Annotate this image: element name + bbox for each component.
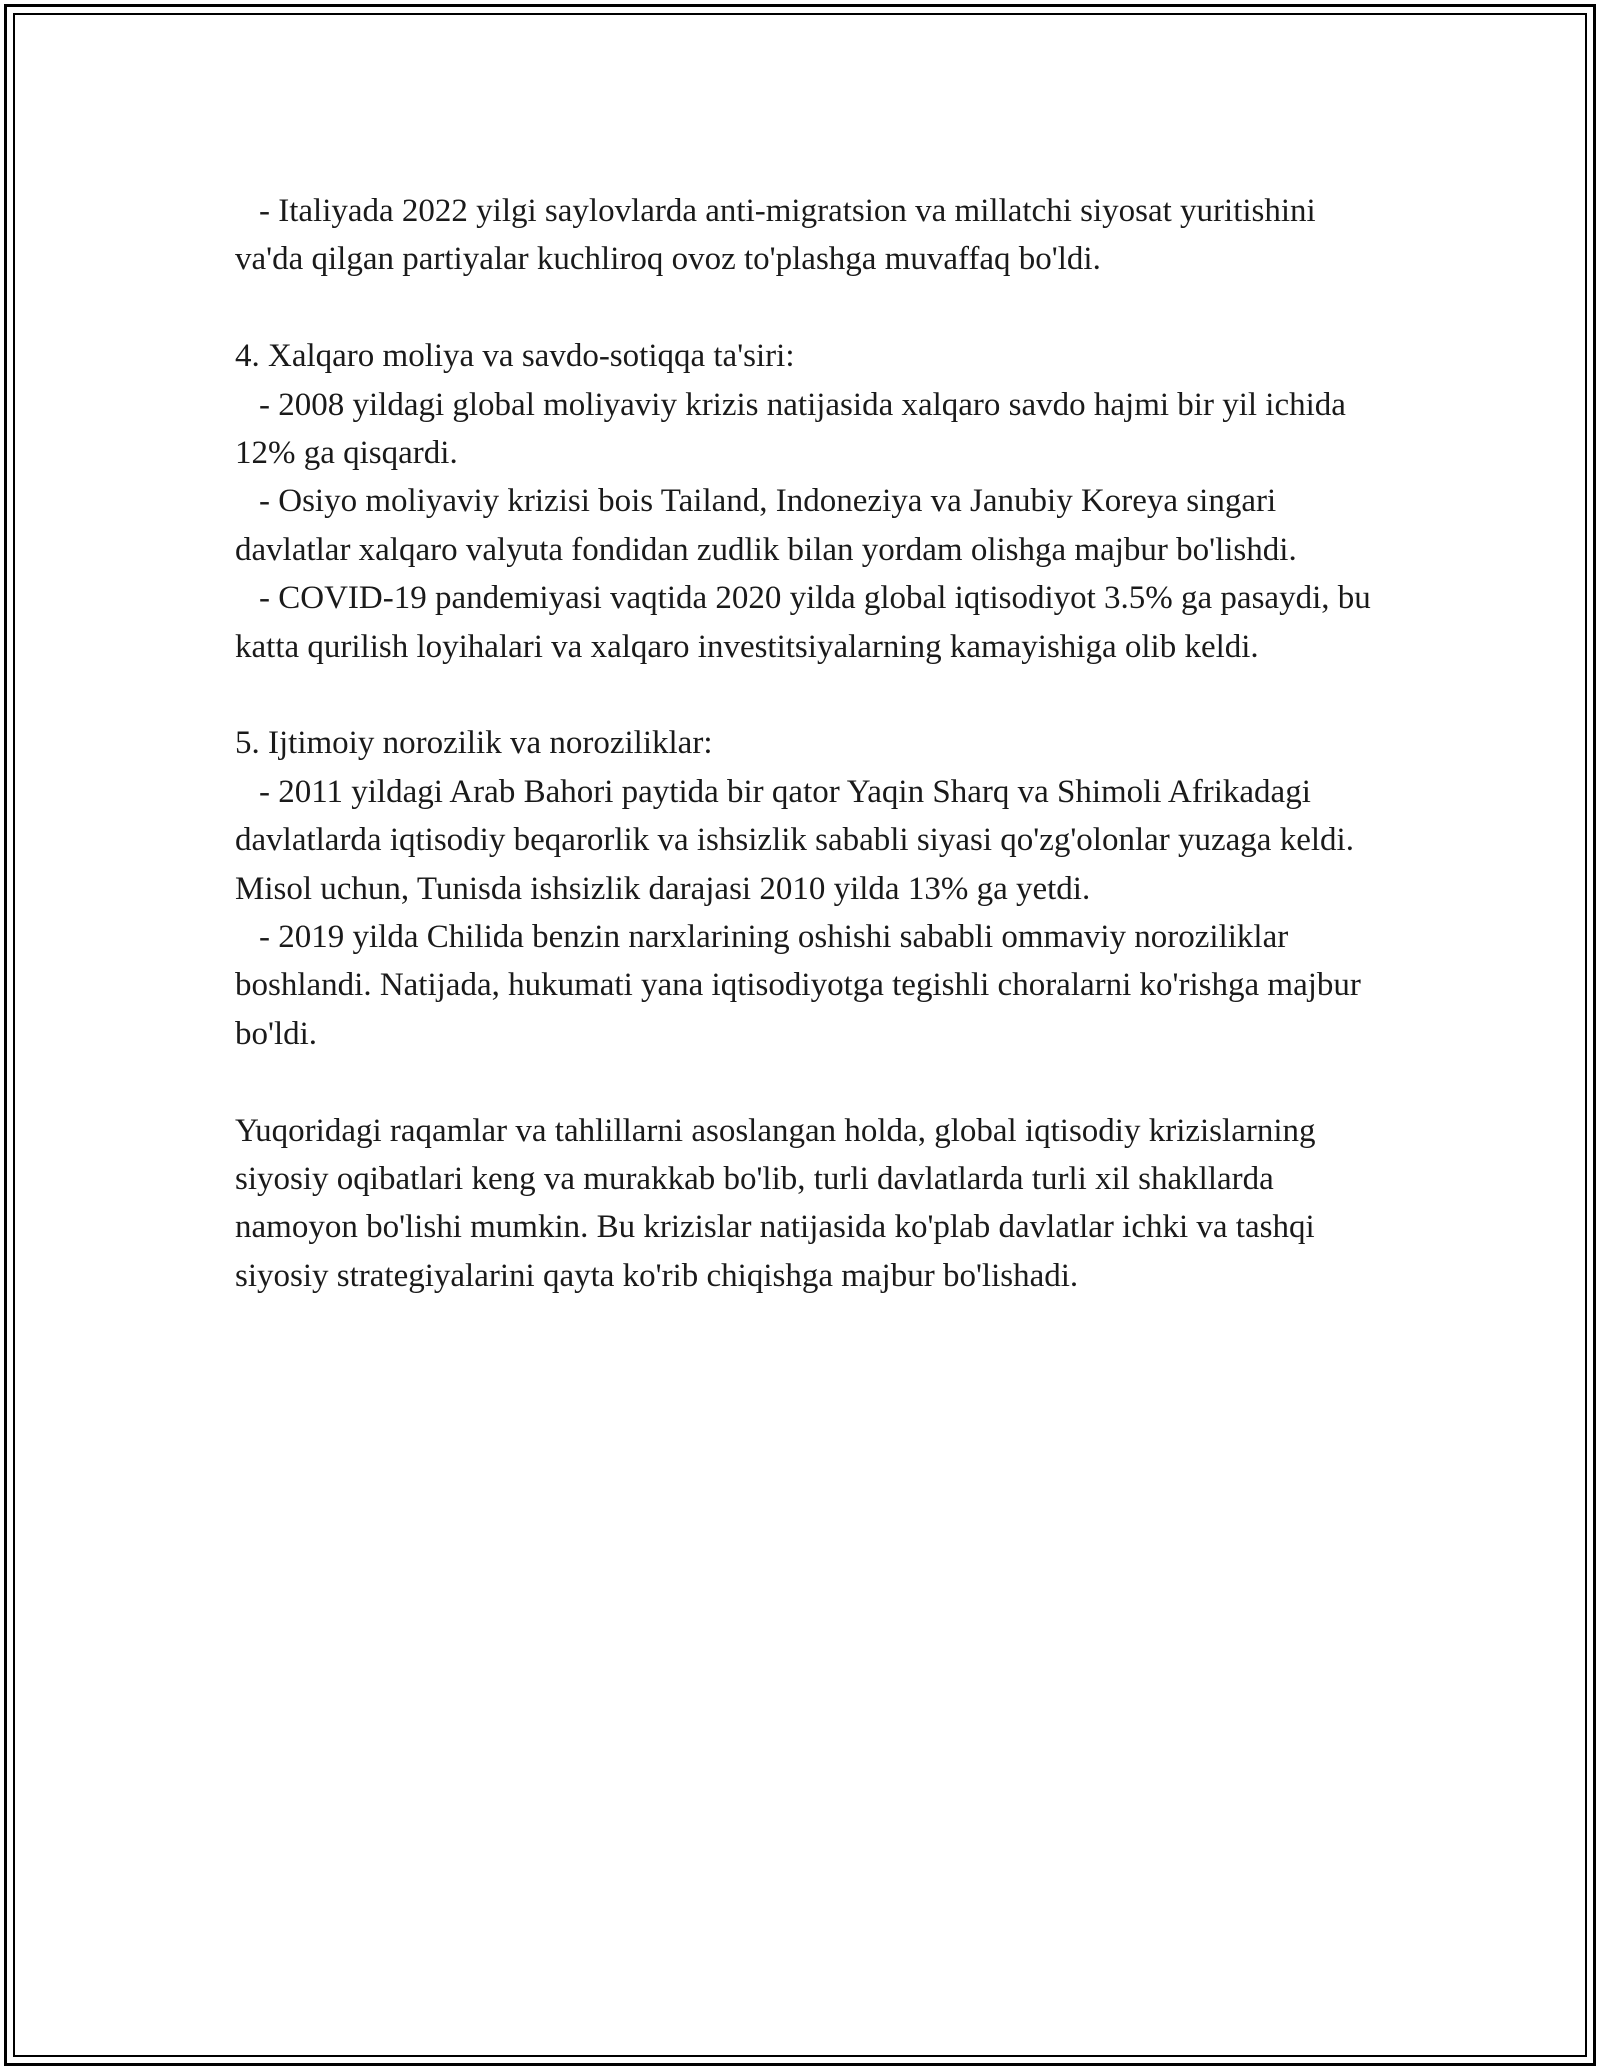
bullet-covid-19: - COVID-19 pandemiyasi vaqtida 2020 yilda global iqtisodiyot 3.5% ga pasaydi, bu katta qurilish loyihalari va xalqaro investitsiyalarning kamayishiga olib keldi.: [235, 580, 1379, 665]
paragraph-gap: [235, 671, 1375, 719]
paragraph-gap: [235, 284, 1375, 332]
bullet-2008-crisis: - 2008 yildagi global moliyaviy krizis natijasida xalqaro savdo hajmi bir yil ichida 12% ga qisqardi.: [235, 386, 1355, 472]
bullet-chile-protests: - 2019 yilda Chilida benzin narxlarining oshishi sababli ommaviy noroziliklar boshlandi. Natijada, hukumati yana iqtisodiyotga tegishli choralarni ko'rishga majbur bo'ldi.: [235, 919, 1370, 1052]
bullet-arab-spring: - 2011 yildagi Arab Bahori paytida bir qator Yaqin Sharq va Shimoli Afrikadagi davlatlarda iqtisodiy beqarorlik va ishsizlik sababli siyasi qo'zg'olonlar yuzaga keldi. Misol uchun, Tunisda ishsizlik darajasi 2010 yilda 13% ga yetdi.: [235, 773, 1363, 907]
document-body: [235, 187, 1379, 1300]
paragraph-gap: [235, 1058, 1375, 1106]
conclusion-paragraph: Yuqoridagi raqamlar va tahlillarni asoslangan holda, global iqtisodiy krizislarning siyosiy oqibatlari keng va murakkab bo'lib, turli davlatlarda turli xil shakllarda namoyon bo'lishi mumkin. Bu krizislar natijasida ko'plab davlatlar ichki va tashqi siyosiy strategiyalarini qayta ko'rib chiqishga majbur bo'lishadi.: [235, 1112, 1324, 1294]
bullet-asian-crisis: - Osiyo moliyaviy krizisi bois Tailand, Indoneziya va Janubiy Koreya singari davlatlar xalqaro valyuta fondidan zudlik bilan yordam olishga majbur bo'lishdi.: [235, 483, 1297, 568]
bullet-italy-elections: - Italiyada 2022 yilgi saylovlarda anti-migratsion va millatchi siyosat yuritishini va'da qilgan partiyalar kuchliroq ovoz to'plashga muvaffaq bo'ldi.: [235, 193, 1324, 278]
section-heading-5: 5. Ijtimoiy norozilik va noroziliklar:: [235, 725, 713, 762]
section-heading-4: 4. Xalqaro moliya va savdo-sotiqqa ta'siri:: [235, 338, 795, 375]
